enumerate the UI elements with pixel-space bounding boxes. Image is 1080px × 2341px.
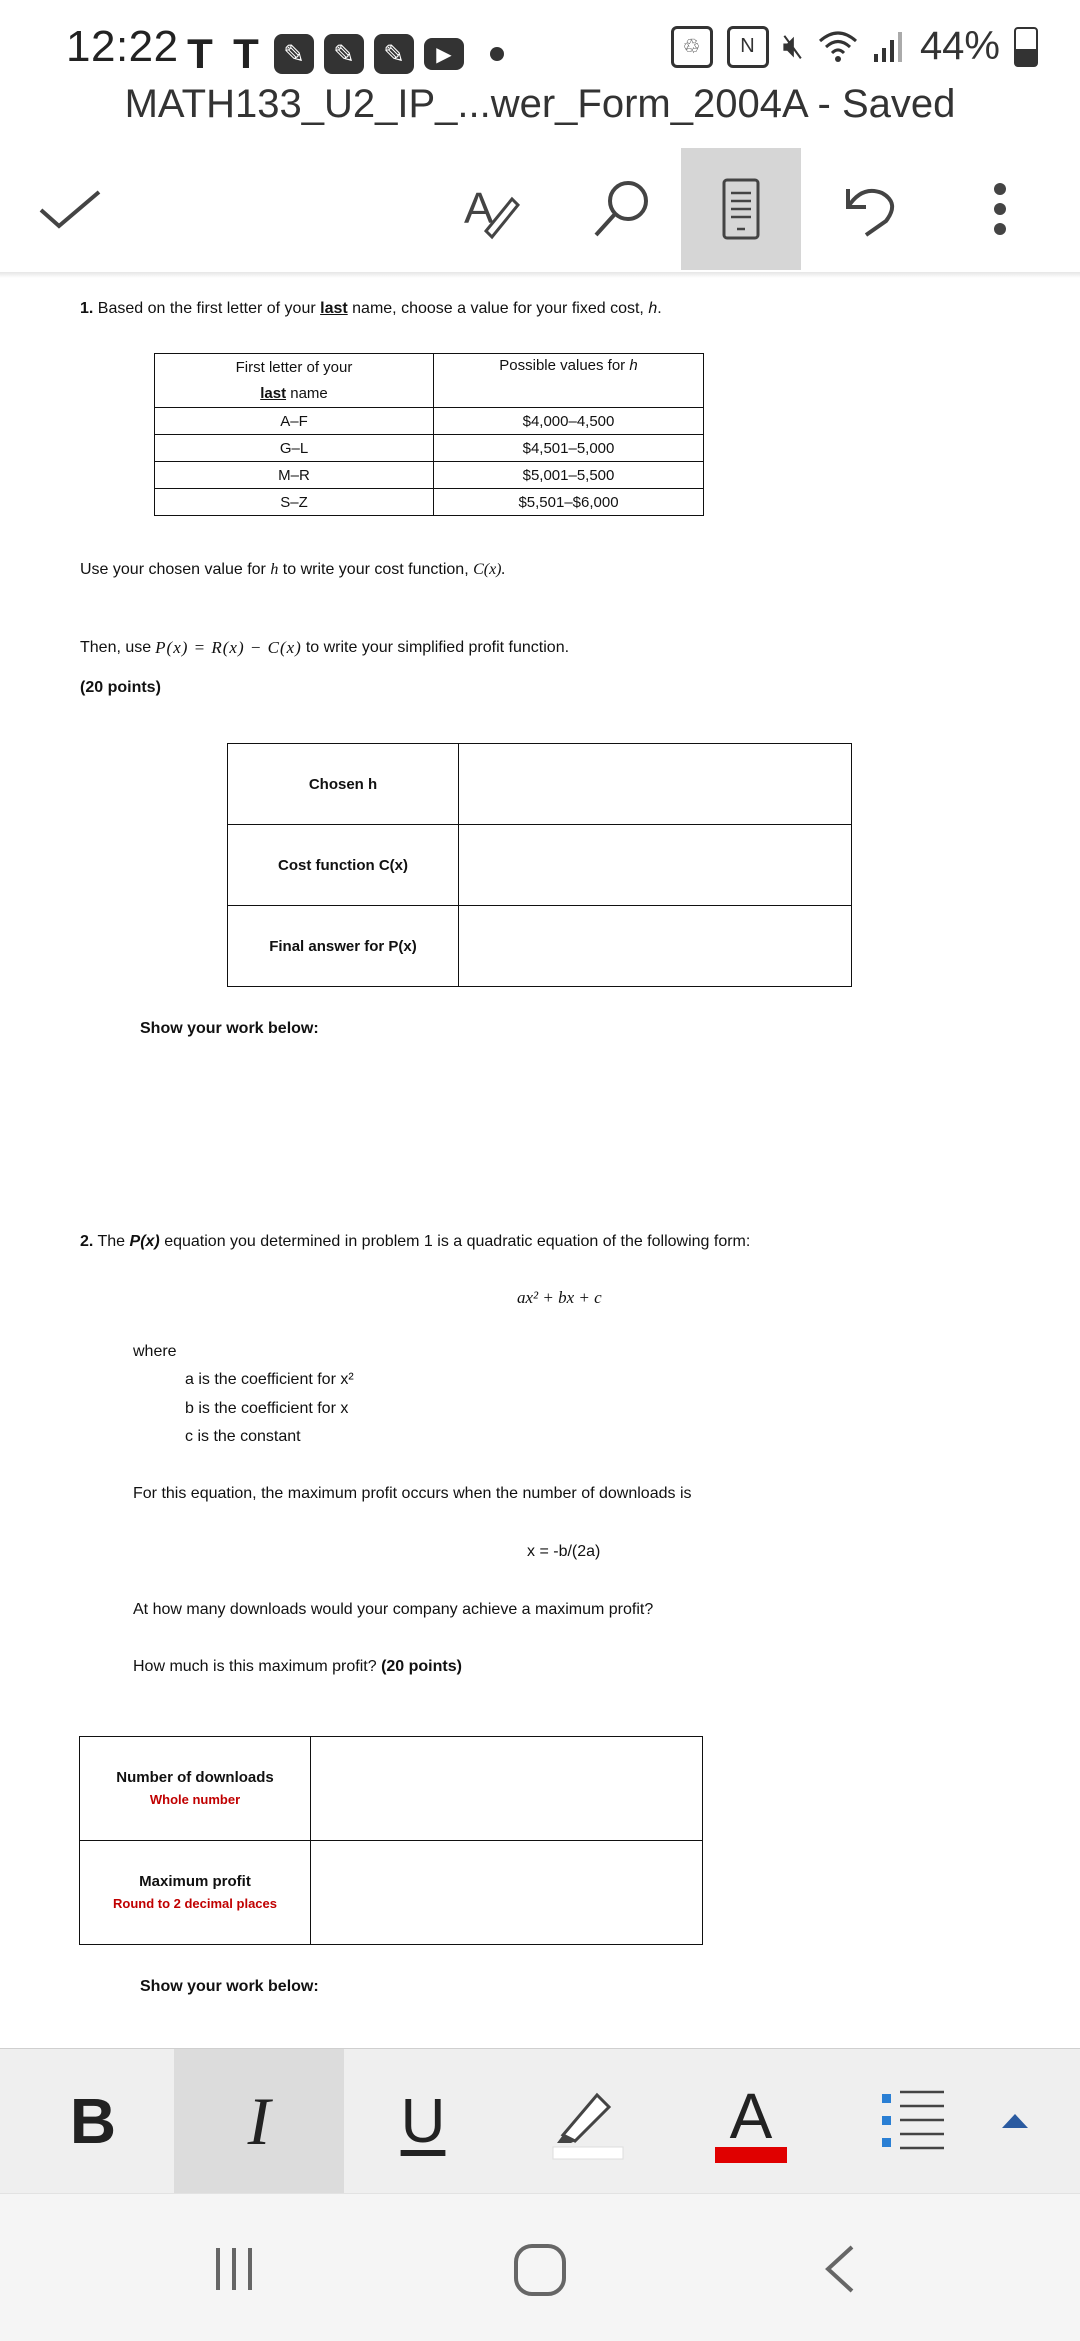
then-text-a: Then, use: [80, 639, 152, 656]
label-number-of-downloads: [80, 1737, 311, 1841]
table-row: [228, 906, 852, 987]
check-icon: [35, 184, 105, 234]
q1-text-a: Based on the first letter of your: [93, 300, 321, 317]
values-cell: $5,501–$6,000: [434, 489, 704, 516]
q1-show-work: Show your work below:: [140, 1020, 319, 1037]
use-text-a: Use your chosen value for: [80, 561, 271, 578]
font-color-group: [715, 2079, 787, 2163]
more-options-button[interactable]: [940, 148, 1060, 270]
q1-number: 1.: [80, 300, 94, 317]
answer-cell-downloads[interactable]: [311, 1737, 703, 1841]
format-toolbar: [0, 2048, 1080, 2193]
notification-app-icon-3: ✎: [374, 34, 414, 74]
table-row: [80, 1841, 703, 1945]
battery-icon: [1014, 27, 1038, 67]
table-row: [155, 408, 704, 435]
bullet-list-icon: [878, 2088, 948, 2154]
q2-answer-table: [79, 1736, 703, 1945]
use-text-cx: C(x).: [473, 561, 506, 578]
q2-px: P(x): [129, 1233, 160, 1250]
downloads-hint: Whole number: [149, 1791, 241, 1807]
highlighter-icon: [547, 2081, 627, 2161]
answer-cell-max-profit[interactable]: [311, 1841, 703, 1945]
q2-number: 2.: [80, 1233, 94, 1250]
table-header-possible-values: [434, 354, 704, 408]
mute-icon: 🔇︎: [782, 27, 804, 65]
header-right-text: Possible values for: [499, 357, 630, 374]
svg-text:A: A: [464, 184, 494, 233]
label-maximum-profit: [80, 1841, 311, 1945]
quadratic-form: ax² + bx + c: [517, 1288, 602, 1307]
q2-text-b: equation you determined in problem 1 is a quadratic equation of the following form:: [159, 1233, 751, 1250]
expand-format-button[interactable]: [950, 2049, 1080, 2193]
youtube-icon: ▶: [424, 38, 464, 70]
notification-icons: [182, 30, 504, 78]
undo-icon: [838, 177, 902, 241]
pen-edit-icon: [456, 177, 520, 241]
font-color-button[interactable]: [666, 2049, 836, 2193]
q1-text-last: last: [320, 300, 348, 317]
back-button[interactable]: [800, 2234, 880, 2304]
triangle-up-icon: [1000, 2112, 1030, 2130]
q2-show-work: Show your work below:: [140, 1978, 319, 1995]
table-row: [155, 462, 704, 489]
where-label: where: [133, 1343, 177, 1360]
letters-cell: M–R: [155, 462, 434, 489]
underline-label: U: [400, 2086, 446, 2156]
mobile-view-button[interactable]: [681, 148, 801, 270]
home-button[interactable]: [495, 2230, 585, 2310]
system-nav-bar: [0, 2193, 1080, 2341]
t-app-icon: T: [187, 30, 213, 77]
bold-label: B: [69, 2085, 117, 2157]
battery-percent: 44%: [919, 24, 1000, 68]
italic-label: I: [247, 2082, 271, 2159]
more-icon: [990, 179, 1010, 239]
values-cell: $4,501–5,000: [434, 435, 704, 462]
italic-button[interactable]: [174, 2049, 344, 2193]
t-app-icon-2: T: [233, 30, 259, 77]
find-button[interactable]: [562, 148, 682, 270]
coef-c-text: c is the constant: [185, 1428, 301, 1445]
table-row: [228, 825, 852, 906]
q1-text-end: .: [657, 300, 662, 317]
letters-cell: S–Z: [155, 489, 434, 516]
fixed-cost-table: [154, 353, 704, 516]
vertex-formula: x = -b/(2a): [527, 1543, 601, 1560]
values-cell: $4,000–4,500: [434, 408, 704, 435]
cost-function-instruction: [80, 561, 506, 579]
document-body[interactable]: [0, 280, 1080, 2045]
answer-cell-chosen-h[interactable]: [459, 744, 852, 825]
table-header-first-letter: [155, 354, 434, 408]
table-row: [155, 489, 704, 516]
home-icon: [512, 2242, 568, 2298]
q1-text-c: name, choose a value for your fixed cost,: [347, 300, 649, 317]
q2-prompt: [80, 1233, 750, 1251]
answer-cell-final-answer[interactable]: [459, 906, 852, 987]
draw-button[interactable]: [428, 148, 548, 270]
notification-app-icon: ✎: [274, 34, 314, 74]
q2-question-downloads: At how many downloads would your company achieve a maximum profit?: [133, 1601, 654, 1618]
coef-a-text: a is the coefficient for x²: [185, 1371, 354, 1388]
max-profit-hint: Round to 2 decimal places: [113, 1895, 277, 1911]
letters-cell: A–F: [155, 408, 434, 435]
max-profit-label: Maximum profit: [139, 1872, 251, 1890]
profit-function-instruction: [80, 638, 569, 658]
highlight-button[interactable]: [502, 2049, 672, 2193]
coef-b-text: b is the coefficient for x: [185, 1400, 349, 1417]
q2-question-profit: [133, 1658, 462, 1676]
app-toolbar: [0, 148, 1080, 272]
profit-formula: P(x) = R(x) − C(x): [155, 638, 302, 657]
signal-icon: [872, 30, 906, 64]
back-icon: [822, 2243, 858, 2295]
status-time: 12:22: [66, 22, 179, 71]
use-text-b: to write your cost function,: [278, 561, 474, 578]
q2-text-a: The: [93, 1233, 130, 1250]
document-title[interactable]: MATH133_U2_IP_...wer_Form_2004A - Saved: [124, 82, 956, 126]
downloads-label: Number of downloads: [116, 1768, 274, 1786]
undo-button[interactable]: [810, 148, 930, 270]
q1-answer-table: [227, 743, 852, 987]
wifi-icon: [818, 29, 858, 65]
table-row: [228, 744, 852, 825]
answer-cell-cost-function[interactable]: [459, 825, 852, 906]
label-cost-function: Cost function C(x): [228, 825, 459, 906]
table-row: [155, 354, 704, 408]
letters-cell: G–L: [155, 435, 434, 462]
font-color-label: A: [729, 2080, 773, 2152]
use-text-h: h: [270, 561, 279, 578]
toolbar-divider: [0, 272, 1080, 278]
more-notifications-dot-icon: [490, 47, 504, 61]
table-row: [80, 1737, 703, 1841]
q2-points: (20 points): [381, 1658, 462, 1675]
q1-var-h: h: [648, 300, 658, 317]
nfc-icon: N: [727, 26, 769, 68]
status-right-icons: [671, 24, 1038, 69]
max-profit-text: For this equation, the maximum profit occurs when the number of downloads is: [133, 1485, 692, 1502]
label-chosen-h: Chosen h: [228, 744, 459, 825]
label-final-answer: Final answer for P(x): [228, 906, 459, 987]
bold-button[interactable]: [8, 2049, 178, 2193]
header-left-last: last: [260, 384, 287, 402]
q1-prompt: [80, 300, 662, 318]
done-button[interactable]: [10, 148, 130, 270]
recent-apps-button[interactable]: [194, 2234, 274, 2304]
then-text-b: to write your simplified profit function.: [305, 639, 570, 656]
recent-apps-icon: [212, 2244, 256, 2294]
q1-points: (20 points): [80, 679, 161, 696]
search-icon: [590, 177, 654, 241]
mobile-view-icon: [721, 177, 761, 241]
recycle-icon: ♲: [671, 26, 713, 68]
header-right-h: h: [629, 357, 638, 374]
table-row: [155, 435, 704, 462]
values-cell: $5,001–5,500: [434, 462, 704, 489]
q2-question-profit-text: How much is this maximum profit?: [133, 1658, 382, 1675]
header-left-name: name: [286, 384, 328, 402]
header-left-line1: First letter of your: [235, 358, 353, 376]
underline-button[interactable]: [338, 2049, 508, 2193]
notification-app-icon-2: ✎: [324, 34, 364, 74]
